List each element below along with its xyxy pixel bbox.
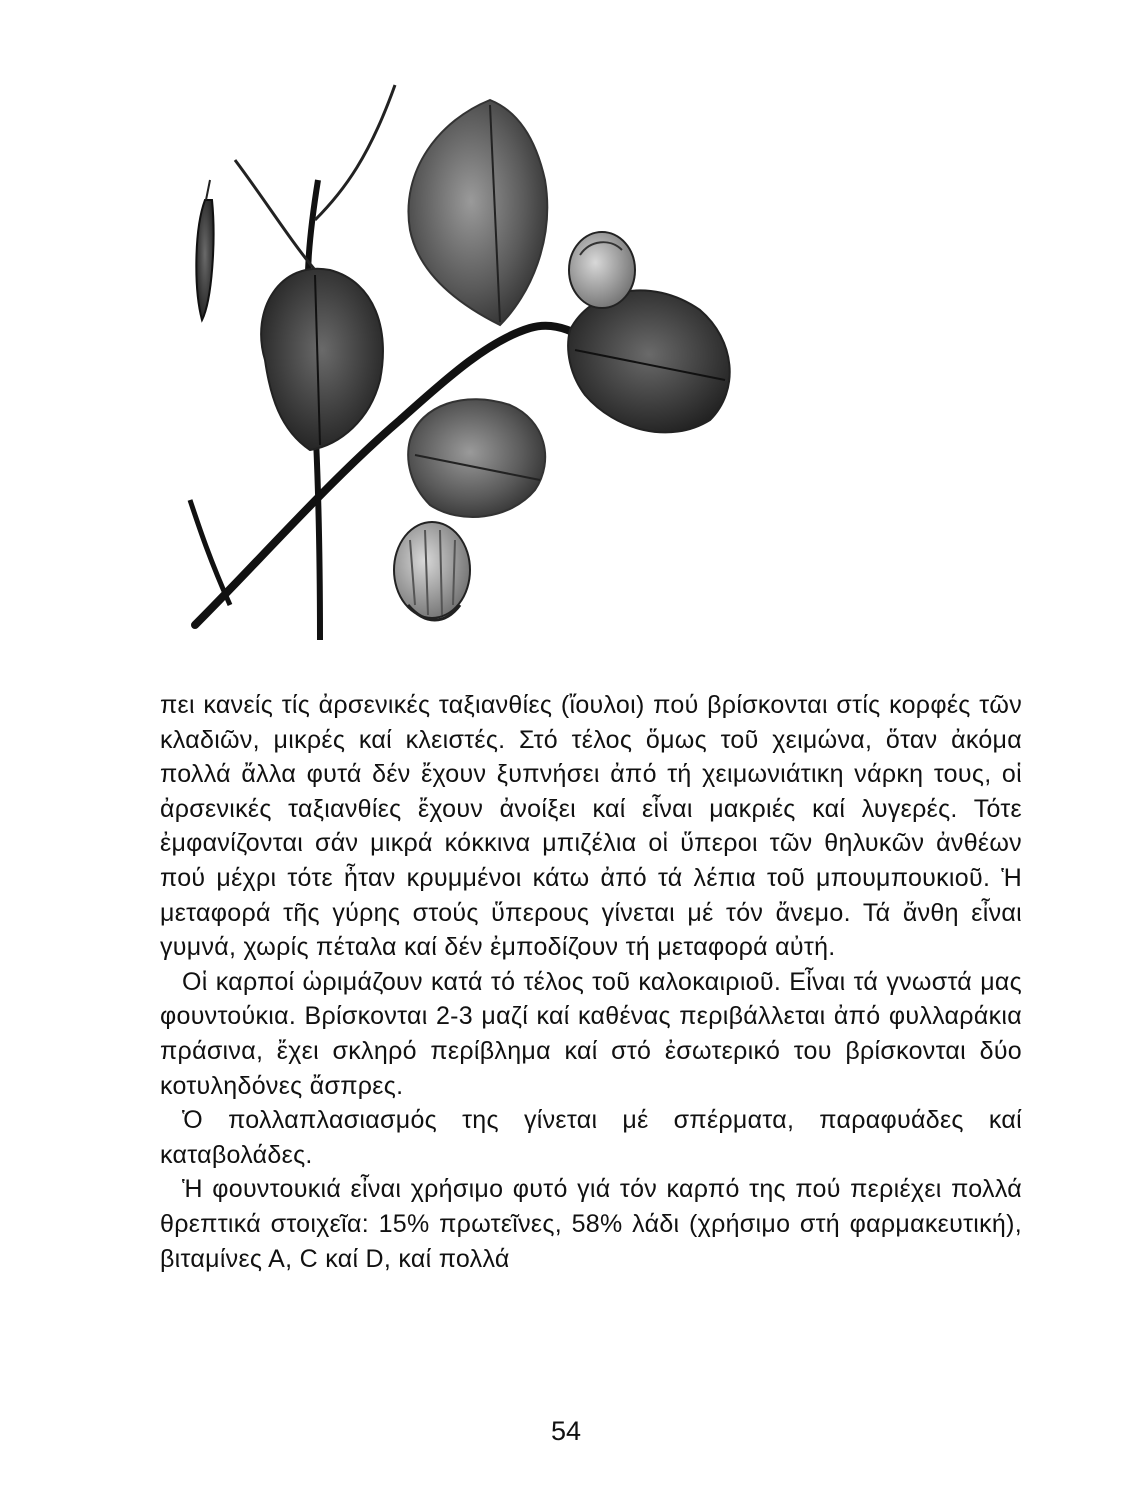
- leaf-top: [408, 100, 547, 325]
- hazelnut-top: [569, 232, 635, 308]
- paragraph: Οἱ καρποί ὡριμάζουν κατά τό τέλος τοῦ καλοκαιριοῦ. Εἶναι τά γνωστά μας φουντούκια. Βρίσκονται 2-3 μαζί καί καθένας περιβάλλεται ἀπό φυλλαράκια πράσινα, ἔχει σκληρό περίβλημα καί στό ἐσωτερικό του βρίσκονται δύο κοτυληδόνες ἄσπρες.: [160, 967, 1022, 1100]
- twig-upper: [315, 85, 395, 220]
- page-number: 54: [550, 1416, 582, 1446]
- catkin: [196, 200, 213, 320]
- paragraph: Ὁ πολλαπλασιασμός της γίνεται μέ σπέρματα, παραφυάδες καί καταβολάδες.: [160, 1106, 1022, 1169]
- twig-bottom: [190, 500, 230, 605]
- leaf-right: [568, 290, 730, 432]
- paragraph: πει κανείς τίς ἀρσενικές ταξιανθίες (ἴουλοι) πού βρίσκονται στίς κορφές τῶν κλαδιῶν, μικρές καί κλειστές. Στό τέλος ὅμως τοῦ χειμώνα, ὅταν ἀκόμα πολλά ἄλλα φυτά δέν ἔχουν ξυπνήσει ἀπό τή χειμωνιάτικη νάρκη τους, οἱ ἀρσενικές ταξιανθίες ἔχουν ἀνοίξει καί εἶναι μακριές καί λυγερές. Τότε ἐμφανίζονται σάν μικρά κόκκινα μπιζέλια οἱ ὕπεροι τῶν θηλυκῶν ἀνθέων πού μέχρι τότε ἦταν κρυμμένοι κάτω ἀπό τά λέπια τοῦ μπουμπουκιοῦ. Ἡ μεταφορά τῆς γύρης στούς ὕπερους γίνεται μέ τόν ἄνεμο. Τά ἄνθη εἶναι γυμνά, χωρίς πέταλα καί δέν ἐμποδίζουν τή μεταφορά αὐτή.: [160, 691, 1022, 962]
- hazelnut-bottom: [394, 522, 470, 618]
- leaf-left: [261, 269, 383, 450]
- body-text: [160, 688, 1022, 1276]
- twig-side: [235, 160, 315, 270]
- hazel-branch-illustration: [170, 60, 770, 640]
- paragraph: Ἡ φουντουκιά εἶναι χρήσιμο φυτό γιά τόν καρπό της πού περιέχει πολλά θρεπτικά στοιχεῖα: 15% πρωτεῖνες, 58% λάδι (χρήσιμο στή φαρμακευτική), βιταμίνες Α, C καί D, καί πολλά: [160, 1175, 1022, 1273]
